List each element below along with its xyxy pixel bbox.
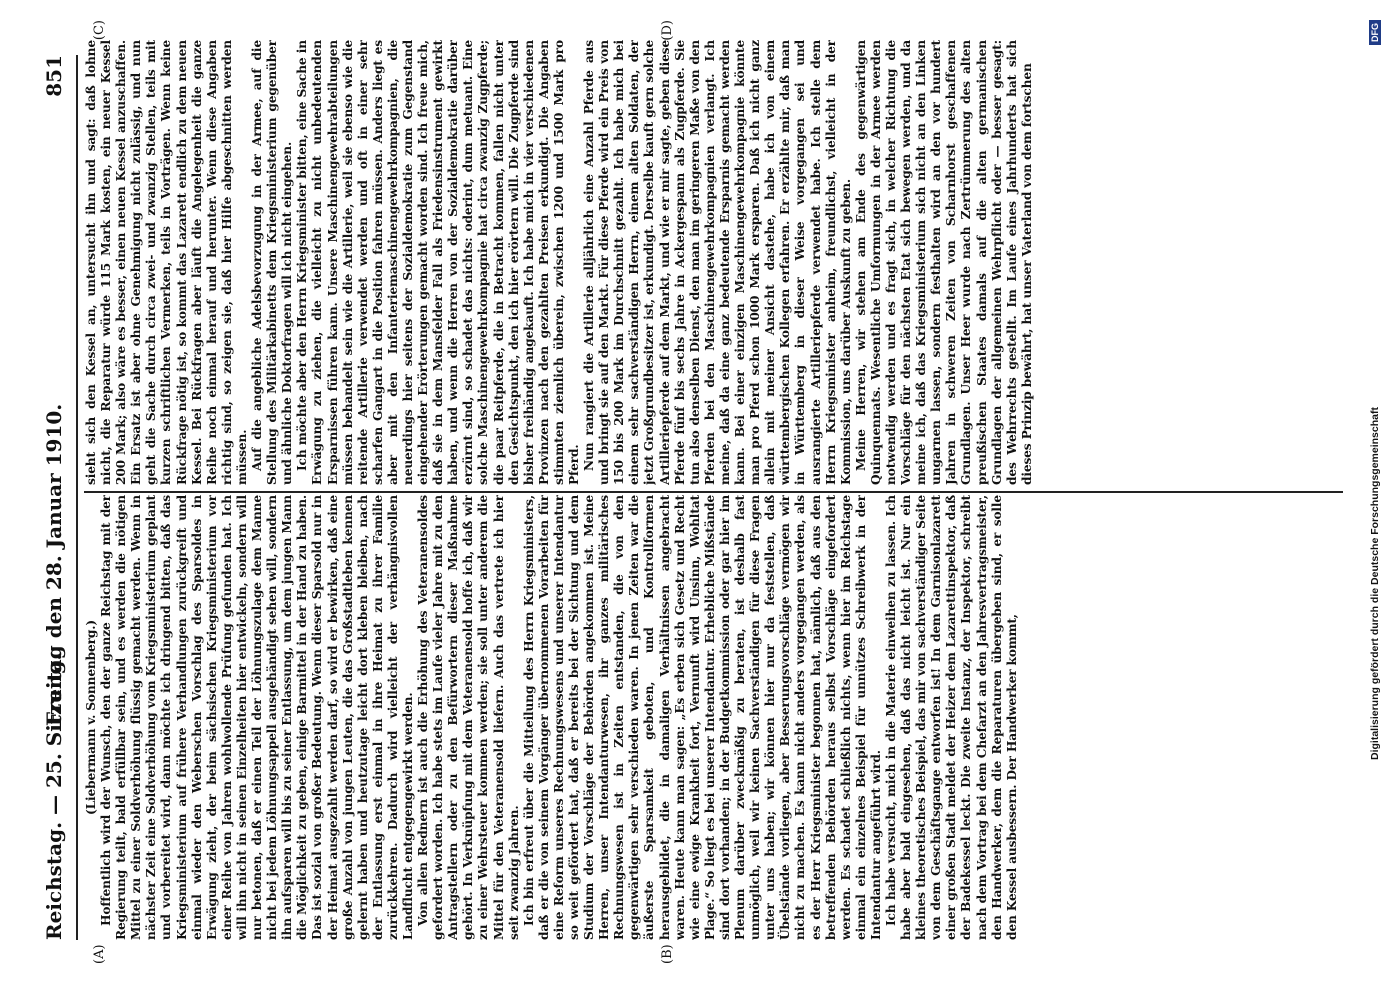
page-header	[42, 55, 72, 940]
paragraph: Hoffentlich wird der Wunsch, den der ganze Reichstag mit der Regierung teilt, bald erfüllbar sein, und es werden die nötigen Mittel zu einer Soldverhöhung flüssig gemacht werden. Wenn in nächster Zeit eine Soldverhöhung vom Kriegsministerium geplant und vorbereitet wird, dann möchte ich dringend bitten, daß das Kriegsministerium auf frühere Verhandlungen zurückgreift und einmal wieder den Weberschen Vorschlag des Sparsoldes in Erwägung zieht, der beim sächsischen Kriegsministerium vor einer Reihe von Jahren wohlwollende Prüfung gefunden hat. Ich will ihn nicht in seinen Einzelheiten hier entwickeln, sondern will nur betonen, daß er einen Teil der Löhnungszulage dem Manne nicht bei jedem Löhnungsappell ausgehändigt sehen will, sondern ihn aufsparen will bis zu seiner Entlassung, um dem jungen Mann die Möglichkeit zu geben, einige Barmittel in der Hand zu haben. Das ist sozial von großer Bedeutung. Wenn dieser Sparsold nur in der Heimat ausgezahlt werden darf, so wird er bewirken, daß eine große Anzahl von jungen Leuten, die das Großstadtleben kennen gelernt haben und heutzutage leicht dort kleben bleiben, nach der Entlassung erst einmal in ihre Heimat zu ihrer Familie zurückkehren. Dadurch wird vielleicht der verhängnisvollen Landflucht entgegengewirkt werden.	[99, 495, 415, 940]
paragraph: Ich habe versucht, mich in die Materie einweihen zu lassen. Ich habe aber bald eingesehen, daß das nicht leicht ist. Nur ein kleines theoretisches Beispiel, das mir von sachverständiger Seite von dem Geschäftsgange entworfen ist! In dem Garnisonlazarett einer großen Stadt meldet der Heizer dem Lazarettinspektor, daß der Badekessel leckt. Die zweite Instanz, der Inspektor, schreibt nach dem Vortrag bei dem Chefarzt an den Jahresvertragsmeister, den Handwerker, dem die Reparaturen übergeben sind, er solle den Kessel ausbessern. Der Handwerker kommt,	[883, 495, 1019, 940]
page-number: 851	[42, 55, 66, 97]
paragraph: sieht sich den Kessel an, untersucht ihn und sagt: daß lohne nicht, die Reparatur würde 115 Mark kosten, ein neuer Kessel 200 Mark; also wäre es besser, einen neuen Kessel anzuschaffen. Ein Ersatz ist aber ohne Genehmigung nicht zulässig, und nun geht die Sache durch circa zwei- und zwanzig Stellen, teils mit kurzen schriftlichen Vermerken, teils in Vorträgen. Wenn keine Rückfrage nötig ist, so kommt das Lazarett endlich zu dem neuen Kessel. Bei Rückfragen aber läuft die Angelegenheit die ganze Reihe noch einmal herauf und herunter. Wenn diese Angaben richtig sind, so zeigen sie, daß hier Hilfe abgeschnitten werden müssen.	[84, 40, 249, 485]
paragraph: Nun rangiert die Artillerie alljährlich eine Anzahl Pferde aus und bringt sie auf den Markt. Für diese Pferde wird ein Preis von 150 bis 200 Mark im Durchschnitt gezahlt. Ich habe mich bei einem sehr sachverständigen Herrn, einem alten Soldaten, der jetzt Großgrundbesitzer ist, erkundigt. Derselbe kauft gern solche Artilleriepferde auf dem Markt, und wie er mir sagte, geben diese Pferde fünf bis sechs Jahre in Ackergespann als Zugpferde. Sie tun also denselben Dienst, den man im geringeren Maße von den Pferden bei den Maschinengewehrkompagnien verlangt. Ich meine, daß da eine ganz bedeutende Ersparnis gemacht werden kann. Bei einer einzigen Maschinengewehrkompagnie könnte man pro Pferd schon 1000 Mark ersparen. Daß ich nicht ganz allein mit meiner Ansicht dastehe, habe ich von einem württembergischen Kollegen erfahren. Er erzählte mir, daß man in Württemberg in dieser Weise vorgegangen sei und ausrangierte Artilleriepferde verwendet habe. Ich stelle dem Herrn Kriegsminister anheim, freundlichst, vielleicht in der Kommission, uns darüber Auskunft zu geben.	[582, 40, 853, 485]
margin-marker-c: (C)	[92, 20, 107, 41]
right-column	[84, 40, 1343, 485]
dfg-logo: DFG	[1369, 20, 1381, 45]
header-date-text: Freitag den 28. Januar 1910.	[42, 403, 66, 727]
side-credit-text-rotator	[1363, 20, 1381, 760]
header-rule	[76, 55, 78, 940]
speaker-name: (Liebermann v. Sonnenberg.)	[84, 620, 98, 815]
margin-marker-a: (A)	[92, 944, 107, 964]
column-divider	[84, 491, 1343, 493]
paragraph: Auf die angebliche Adelsbevorzugung in der Armee, auf die Stellung des Militärkabinetts dem Kriegsministerium gegenüber und ähnliche Doktorfragen will ich nicht eingehen.	[250, 40, 295, 485]
side-credit	[1363, 0, 1381, 1000]
header-date	[42, 55, 66, 726]
header-session: Reichstag. — 25. Sitzung.	[42, 653, 66, 940]
paragraph: Ich möchte aber den Herrn Kriegsminister bitten, eine Sache in Erwägung zu ziehen, die vielleicht zu nicht unbedeutenden Ersparnissen führen kann. Unsere Maschinengewehrabteilungen müssen behandelt sein wie die Artillerie, weil sie ebenso wie die reitende Artillerie verwendet werden und oft in einer sehr scharfen Gangart in die Position fahren müssen. Anders liegt es aber mit den Infanteriemaschinengewehrkompagnien, die neuerdings hier seitens der Sozialdemokratie zum Gegenstand eingehender Erörterungen gemacht worden sind. Ich freue mich, daß sie in dem Mansfelder Fall als Friedensinstrument gewirkt haben, und wenn die Herren von der Sozialdemokratie darüber erzürnt sind, so schadet das nichts: oderint, dum metuant. Eine solche Maschinengewehrkompagnie hat circa zwanzig Zugpferde; die paar Reitpferde, die in Betracht kommen, fallen nicht unter den Gesichtspunkt, den ich hier erörtern will. Die Zugpferde sind bisher freihändig angekauft. Ich habe mich in vier verschiedenen Provinzen nach den gezahlten Preisen erkundigt. Die Angaben stimmten ziemlich überein, zwischen 1200 und 1500 Mark pro Pferd.	[295, 40, 581, 485]
margin-marker-d: (D)	[660, 20, 675, 41]
paragraph: Ich bin erfreut über die Mitteilung des Herrn Kriegsministers, daß er die von seinem Vorgänger übernommenen Vorarbeiten für eine Reform unseres Rechnungswesens und unserer Intendantur so weit gefördert hat, daß er bereits bei der Sichtung und dem Studium der Vorschläge der Behörden angekommen ist. Meine Herren, unser Intendanturwesen, ihr ganzes militärisches Rechnungswesen ist in Zeiten entstanden, die von den gegenwärtigen sehr verschieden waren. In jenen Zeiten war die äußerste Sparsamkeit geboten, und Kontrollformen herausgebildet, die in damaligen Verhältnissen angebracht waren. Heute kann man sagen: „Es erben sich Gesetz und Recht wie eine ewige Krankheit fort, Vernunft wird Unsinn, Wohltat Plage.“ So liegt es bei unserer Intendantur. Erhebliche Mißstände sind dort vorhanden; in der Budgetkommission oder gar hier im Plenum darüber zweckmäßig zu beraten, ist deshalb fast unmöglich, weil wir keinen Sachverständigen für diese Fragen unter uns haben; wir können hier nur da feststellen, daß Übelstände vorliegen, aber Besserungsvorschläge vermögen wir nicht zu machen. Es kann nicht anders vorgegangen werden, als es der Herr Kriegsminister begonnen hat, nämlich, daß aus den betreffenden Behörden heraus selbst Vorschläge eingefordert werden. Es schadet schließlich nichts, wenn hier im Reichstage einmal ein einzelnes Beispiel für unnützes Schreibwerk in der Intendantur angeführt wird.	[521, 495, 883, 940]
side-credit-text: Digitalisierung gefördert durch die Deutsche Forschungsgemeinschaft	[1369, 407, 1381, 760]
left-column	[84, 495, 1343, 940]
paragraph: Meine Herren, wir stehen am Ende des gegenwärtigen Quinquennats. Wesentliche Umformungen in der Armee werden notwendig werden und es fragt sich, in welcher Richtung die Vorschläge für den nächsten Etat sich bewegen werden, und da meine ich, daß das Kriegsministerium sich nicht an den Linken ungarnen lassen, sondern festhalten wird an den vor hundert Jahren in schweren Zeiten von Scharnhorst geschaffenen Grundlagen. Unser Heer wurde nach Zertrümmerung des alten preußischen Staates damals auf die alten germanischen Grundlagen der allgemeinen Wehrpflicht oder — besser gesagt: des Wehrrechts gestellt. Im Laufe eines Jahrhunderts hat sich dieses Prinzip bewährt, hat unser Vaterland von dem fortschen	[853, 40, 1034, 485]
paragraph: Von allen Rednern ist auch die Erhöhung des Veteranensoldes gefordert worden. Ich habe stets im Laufe vieler Jahre mit zu den Antragstellern oder zu den Befürwortern dieser Maßnahme gehört. In Verknüpfung mit dem Veteranensold hoffe ich, daß wir zu einer Wehrsteuer kommen werden; sie soll unter anderem die Mittel für den Veteranensold liefern. Auch das vertrete ich hier seit zwanzig Jahren.	[416, 495, 521, 940]
margin-marker-b: (B)	[660, 944, 675, 964]
